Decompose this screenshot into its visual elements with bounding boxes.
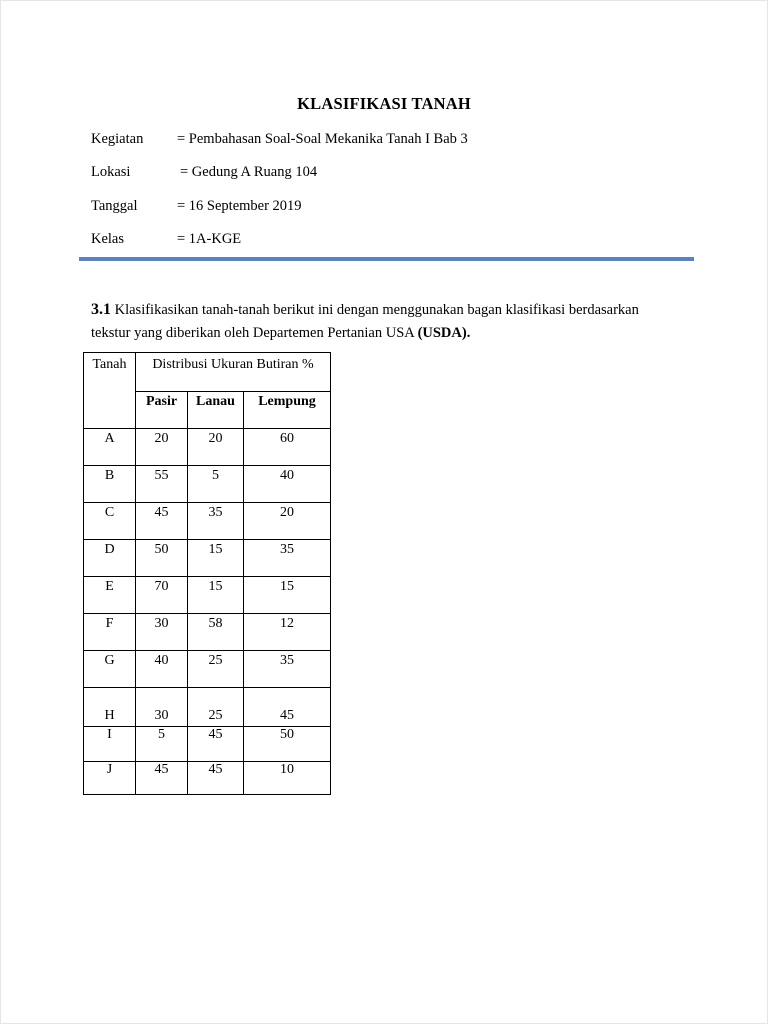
cell-tanah: D [84, 540, 136, 577]
table-row [84, 688, 331, 727]
question-text: Klasifikasikan tanah-tanah berikut ini dengan menggunakan bagan klasifikasi berdasarkan tekstur yang diberikan oleh Departemen Pertanian USA [91, 302, 639, 341]
header-lempung: Lempung [244, 392, 331, 429]
header-tanah: Tanah [84, 353, 136, 429]
cell-pasir: 30 [136, 614, 188, 651]
cell-pasir: 45 [136, 762, 188, 795]
cell-tanah: H [84, 688, 136, 727]
cell-tanah: F [84, 614, 136, 651]
cell-pasir: 55 [136, 466, 188, 503]
cell-tanah: G [84, 651, 136, 688]
cell-pasir: 40 [136, 651, 188, 688]
cell-tanah: I [84, 727, 136, 762]
meta-label: Lokasi [91, 164, 131, 180]
table-row [84, 614, 331, 651]
cell-lempung: 35 [244, 540, 331, 577]
table-row [84, 577, 331, 614]
cell-lanau: 15 [188, 540, 244, 577]
cell-lanau: 25 [188, 651, 244, 688]
cell-lanau: 58 [188, 614, 244, 651]
cell-pasir: 50 [136, 540, 188, 577]
cell-tanah: J [84, 762, 136, 795]
cell-pasir: 70 [136, 577, 188, 614]
question-emphasis: (USDA). [417, 325, 471, 341]
cell-lempung: 10 [244, 762, 331, 795]
cell-lempung: 40 [244, 466, 331, 503]
cell-lempung: 20 [244, 503, 331, 540]
cell-lanau: 5 [188, 466, 244, 503]
header-distribution: Distribusi Ukuran Butiran % [136, 353, 331, 392]
meta-label: Kelas [91, 231, 125, 247]
document-title: KLASIFIKASI TANAH [297, 94, 471, 113]
table-row [84, 503, 331, 540]
cell-lanau: 20 [188, 429, 244, 466]
cell-lempung: 60 [244, 429, 331, 466]
question-3-1 [91, 298, 681, 345]
table-row [84, 540, 331, 577]
meta-value: = 16 September 2019 [177, 198, 302, 214]
table-row [84, 429, 331, 466]
cell-pasir: 45 [136, 503, 188, 540]
cell-tanah: B [84, 466, 136, 503]
question-number: 3.1 [91, 301, 111, 318]
meta-label: Kegiatan [91, 131, 144, 147]
cell-pasir: 30 [136, 688, 188, 727]
table-row [84, 727, 331, 762]
meta-label: Tanggal [91, 198, 138, 214]
cell-lempung: 35 [244, 651, 331, 688]
table-row [84, 651, 331, 688]
cell-lempung: 50 [244, 727, 331, 762]
soil-distribution-table [83, 352, 331, 795]
cell-lanau: 35 [188, 503, 244, 540]
cell-lempung: 15 [244, 577, 331, 614]
cell-tanah: A [84, 429, 136, 466]
cell-lanau: 45 [188, 762, 244, 795]
header-lanau: Lanau [188, 392, 244, 429]
meta-value: = 1A-KGE [177, 231, 242, 247]
cell-pasir: 20 [136, 429, 188, 466]
meta-value: = Pembahasan Soal-Soal Mekanika Tanah I Bab 3 [177, 131, 468, 147]
table-row [84, 762, 331, 795]
cell-lempung: 12 [244, 614, 331, 651]
meta-value: = Gedung A Ruang 104 [180, 164, 318, 180]
cell-lanau: 25 [188, 688, 244, 727]
cell-lanau: 15 [188, 577, 244, 614]
cell-lempung: 45 [244, 688, 331, 727]
table-row [84, 466, 331, 503]
cell-tanah: C [84, 503, 136, 540]
cell-lanau: 45 [188, 727, 244, 762]
cell-pasir: 5 [136, 727, 188, 762]
header-pasir: Pasir [136, 392, 188, 429]
cell-tanah: E [84, 577, 136, 614]
header-divider [79, 257, 694, 261]
